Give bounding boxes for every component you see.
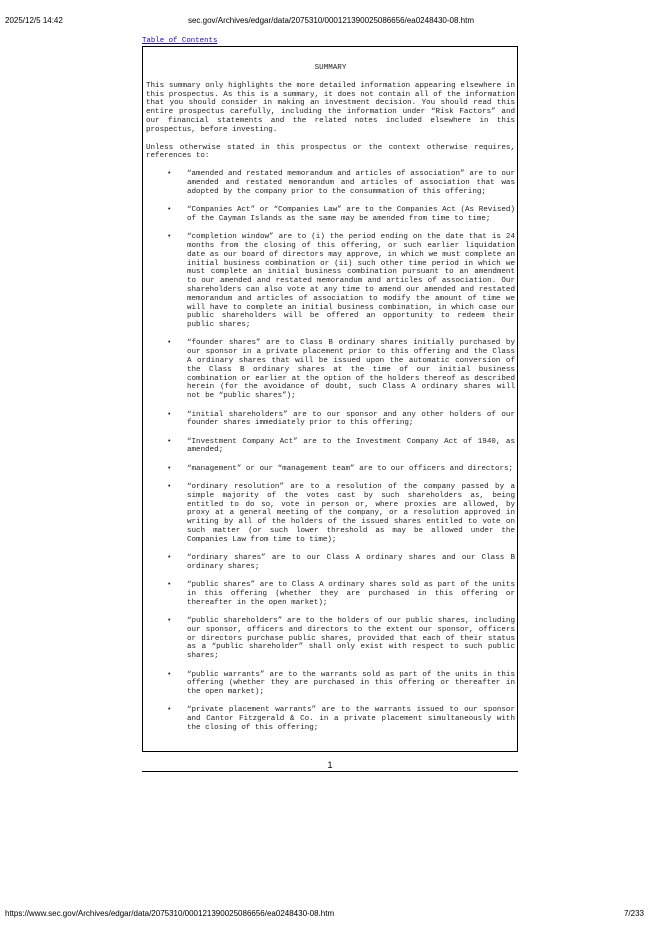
bullet-icon: • <box>167 206 172 215</box>
definition-item <box>146 706 515 732</box>
definition-item <box>146 411 515 429</box>
definition-text: “amended and restated memorandum and articles of association” are to our amended and restated memorandum and articles of association that was adopted by the company prior to the consummation of this offering; <box>187 170 515 196</box>
bullet-icon: • <box>167 617 172 626</box>
definition-item <box>146 617 515 661</box>
definition-item <box>146 170 515 196</box>
definition-item <box>146 671 515 697</box>
definition-text: “public warrants” are to the warrants sold as part of the units in this offering (whether they are purchased in this offering or thereafter in the open market); <box>187 670 515 697</box>
print-page-title: sec.gov/Archives/edgar/data/2075310/000121390025086656/ea0248430-08.htm <box>187 16 474 25</box>
references-paragraph: Unless otherwise stated in this prospectus or the context otherwise requires, references to: <box>146 143 515 161</box>
definition-text: “Investment Company Act” are to the Investment Company Act of 1940, as amended; <box>187 437 515 455</box>
summary-title: SUMMARY <box>314 64 347 72</box>
definition-item <box>146 581 515 607</box>
bullet-icon: • <box>167 464 172 473</box>
definition-item <box>146 206 515 224</box>
definition-item <box>146 339 515 401</box>
definitions-list <box>146 170 515 733</box>
definition-text: “public shares” are to Class A ordinary shares sold as part of the units in this offering (whether they are purchased in this offering or thereafter in the open market); <box>187 581 515 607</box>
definition-text: “initial shareholders” are to our sponsor and any other holders of our founder shares immediately prior to this offering; <box>187 410 515 428</box>
definition-text: “founder shares” are to Class B ordinary shares initially purchased by our sponsor in a private placement prior to this offering and the Class A ordinary shares that will be issued upon the automatic conversion of the Class B ordinary shares at the time of our initial business combination or earlier at the option of the holders thereof as described herein (for the avoidance of doubt, such Class A ordinary shares will not be “public shares”); <box>187 339 515 401</box>
definition-text: “ordinary shares” are to our Class A ordinary shares and our Class B ordinary shares; <box>187 554 515 571</box>
table-of-contents-link[interactable]: Table of Contents <box>142 37 218 45</box>
definition-text: “completion window” are to (i) the period ending on the date that is 24 months from the closing of this offering, or such earlier liquidation date as our board of directors may approve, in which we must complete an initial business combination or (ii) such other time period in which we must complete an initial business combination pursuant to an amendment to our amended and restated memorandum and articles of association. Our shareholders can also vote at any time to amend our amended and restated memorandum and articles of association to modify the amount of time we will have to complete an initial business combination, in which case our public shareholders will be offered an opportunity to redeem their public shares; <box>187 233 515 330</box>
print-page-count: 7/233 <box>623 909 644 918</box>
definition-item <box>146 438 515 456</box>
summary-section <box>146 64 515 742</box>
bullet-icon: • <box>167 670 172 679</box>
bullet-icon: • <box>167 482 172 491</box>
bullet-icon: • <box>167 410 172 419</box>
bullet-icon: • <box>167 233 172 242</box>
definition-text: “private placement warrants” are to the warrants issued to our sponsor and Cantor Fitzgerald & Co. in a private placement simultaneously with the closing of this offering; <box>187 706 515 733</box>
definition-text: “management” or our “management team” are to our officers and directors; <box>187 464 514 473</box>
definition-item <box>146 465 515 474</box>
definition-text: “ordinary resolution” are to a resolution of the company passed by a simple majority of the votes cast by such shareholders as, being entitled to do so, vote in person or, where proxies are allowed, by proxy at a general meeting of the company, or a resolution approved in writing by all of the holders of the issued shares entitled to vote on such matter (or such lower threshold as may be allowed under the Companies Law from time to time); <box>187 482 515 544</box>
page-number: 1 <box>327 760 333 770</box>
intro-paragraph: This summary only highlights the more detailed information appearing elsewhere in this prospectus. As this is a summary, it does not contain all of the information that you should consider in making an investment decision. You should read this entire prospectus carefully, including the information under “Risk Factors” and our financial statements and the related notes included elsewhere in this prospectus, before investing. <box>146 81 515 134</box>
print-url: https://www.sec.gov/Archives/edgar/data/2075310/000121390025086656/ea0248430-08.htm <box>5 909 335 918</box>
bullet-icon: • <box>167 437 172 446</box>
definition-item <box>146 233 515 330</box>
bullet-icon: • <box>167 170 172 179</box>
bullet-icon: • <box>167 581 172 590</box>
bullet-icon: • <box>167 706 172 715</box>
definition-item <box>146 483 515 545</box>
bullet-icon: • <box>167 339 172 348</box>
print-datetime: 2025/12/5 14:42 <box>5 16 63 25</box>
definition-item <box>146 554 515 572</box>
page-rule <box>142 771 518 772</box>
definition-text: “public shareholders” are to the holders of our public shares, including our sponsor, officers and directors to the extent our sponsor, officers or directors purchase public shares, provided that each of their status as a “public shareholder” shall only exist with respect to such public shares; <box>187 617 515 661</box>
definition-text: “Companies Act” or “Companies Law” are to the Companies Act (As Revised) of the Cayman Islands as the same may be amended from time to time; <box>187 206 515 223</box>
bullet-icon: • <box>167 554 172 563</box>
